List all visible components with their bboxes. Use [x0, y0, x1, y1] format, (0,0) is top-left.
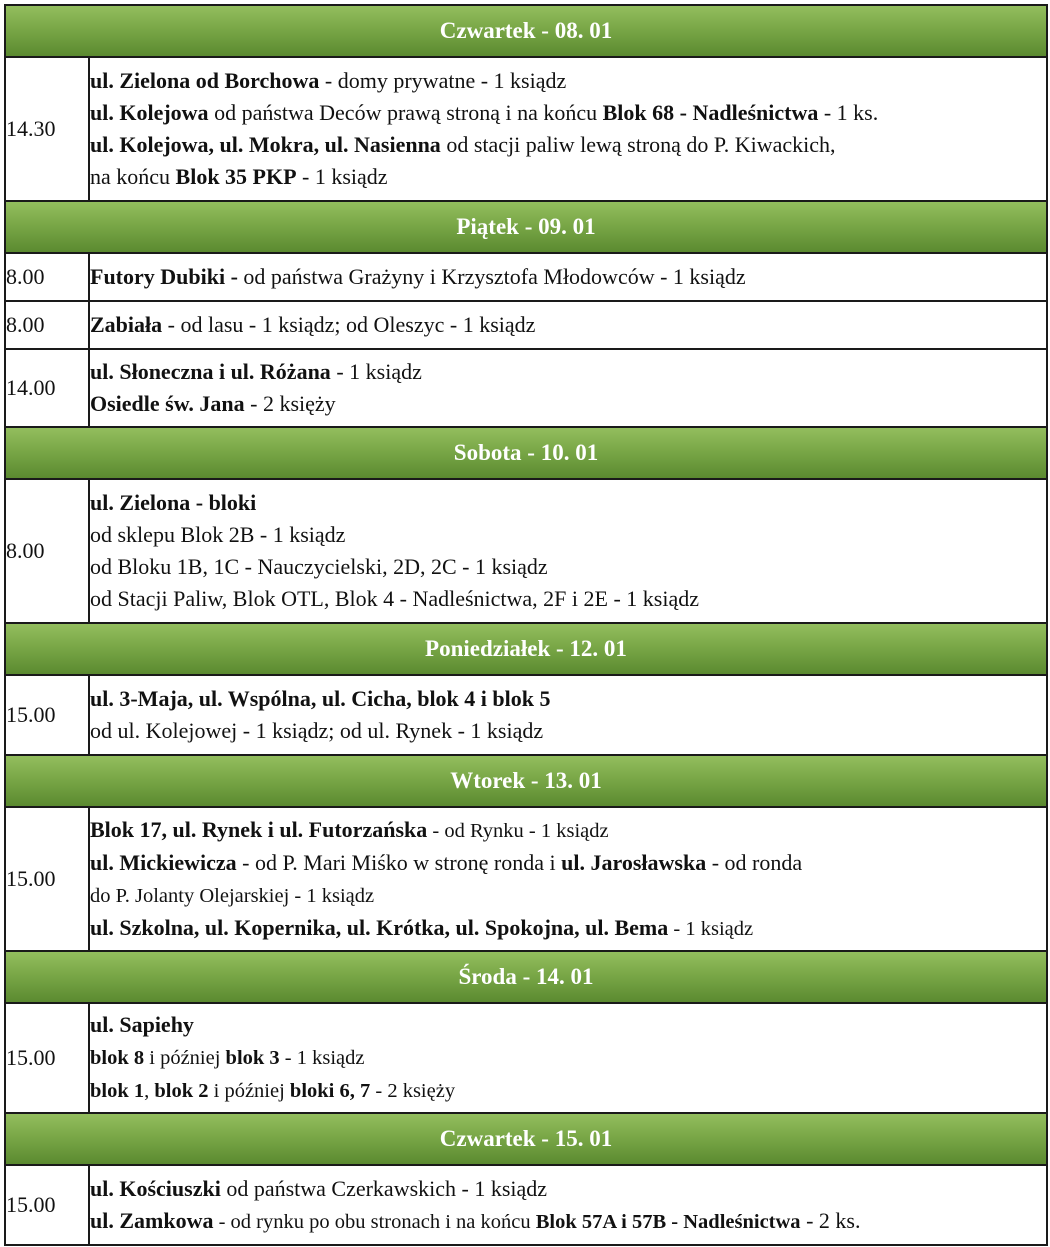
description-line: [90, 65, 1046, 97]
entry-description: [89, 57, 1047, 201]
description-text: - 2 księży: [370, 1080, 456, 1102]
location-name: ul. Jarosławska: [561, 849, 707, 875]
location-name: ul. Kościuszki: [90, 1175, 221, 1201]
visit-schedule-table: [4, 4, 1048, 1246]
day-header: Poniedziałek - 12. 01: [5, 623, 1047, 675]
entry-time: 15.00: [5, 1003, 89, 1113]
description-line: [90, 309, 1046, 341]
description-text: - od rynku po obu stronach i na końcu: [213, 1210, 536, 1233]
description-text: - 1 ksiądz: [668, 917, 754, 940]
description-line: [90, 1009, 1046, 1041]
description-text: od sklepu Blok 2B - 1 ksiądz: [90, 522, 346, 547]
description-line: [90, 356, 1046, 388]
description-text: do P. Jolanty Olejarskiej - 1 ksiądz: [90, 884, 375, 907]
day-header-row: [5, 755, 1047, 807]
description-text: - domy prywatne - 1 ksiądz: [319, 68, 567, 93]
description-line: [90, 912, 1046, 945]
description-text: - 1 ksiądz: [279, 1047, 365, 1069]
location-name: Blok 17, ul. Rynek i ul. Futorzańska: [90, 816, 428, 842]
location-name: Blok 35 PKP: [175, 164, 297, 189]
description-text: od stacji paliw lewą stroną do P. Kiwackich,: [440, 132, 836, 157]
location-name: Blok 57A i 57B - Nadleśnictwa: [535, 1210, 801, 1233]
description-line: [90, 388, 1046, 420]
description-line: [90, 1205, 1046, 1238]
schedule-entry-row: [5, 807, 1047, 951]
day-header-row: [5, 623, 1047, 675]
day-header: Sobota - 10. 01: [5, 427, 1047, 479]
schedule-entry-row: [5, 57, 1047, 201]
location-name: ul. 3-Maja, ul. Wspólna, ul. Cicha, blok 4 i blok 5: [90, 686, 551, 711]
day-header: Czwartek - 08. 01: [5, 5, 1047, 57]
location-name: blok 2: [154, 1080, 209, 1102]
day-header: Piątek - 09. 01: [5, 201, 1047, 253]
location-name: ul. Zamkowa: [90, 1207, 214, 1233]
entry-time: 15.00: [5, 675, 89, 755]
entry-description: [89, 1165, 1047, 1245]
description-line: [90, 129, 1046, 161]
entry-description: [89, 675, 1047, 755]
entry-description: [89, 479, 1047, 623]
entry-time: 8.00: [5, 479, 89, 623]
day-header: Czwartek - 15. 01: [5, 1113, 1047, 1165]
location-name: Zabiała: [90, 312, 163, 337]
description-text: - 1 ks.: [818, 100, 879, 125]
day-header: Wtorek - 13. 01: [5, 755, 1047, 807]
location-name: Osiedle św. Jana: [90, 391, 245, 416]
description-text: - od ronda: [706, 849, 803, 875]
schedule-entry-row: [5, 675, 1047, 755]
schedule-entry-row: [5, 349, 1047, 427]
location-name: Futory Dubiki -: [90, 264, 238, 289]
entry-description: [89, 1003, 1047, 1113]
location-name: ul. Kolejowa, ul. Mokra, ul. Nasienna: [90, 132, 441, 157]
description-text: - od P. Mari Miśko w stronę ronda i: [236, 849, 562, 875]
location-name: ul. Zielona - bloki: [90, 490, 257, 515]
description-text: i później: [144, 1047, 226, 1069]
entry-time: 14.30: [5, 57, 89, 201]
location-name: blok 1: [90, 1080, 145, 1102]
day-header-row: [5, 5, 1047, 57]
entry-time: 8.00: [5, 253, 89, 301]
description-text: - 1 ksiądz: [330, 359, 422, 384]
location-name: ul. Sapiehy: [90, 1012, 194, 1037]
schedule-body: [5, 5, 1047, 1245]
entry-description: [89, 349, 1047, 427]
entry-time: 15.00: [5, 807, 89, 951]
description-text: od Stacji Paliw, Blok OTL, Blok 4 - Nadleśnictwa, 2F i 2E - 1 ksiądz: [90, 586, 699, 611]
location-name: ul. Zielona od Borchowa: [90, 68, 320, 93]
day-header: Środa - 14. 01: [5, 951, 1047, 1003]
entry-description: [89, 807, 1047, 951]
day-header-row: [5, 951, 1047, 1003]
description-line: [90, 683, 1046, 715]
entry-time: 15.00: [5, 1165, 89, 1245]
description-text: - od lasu - 1 ksiądz; od Oleszyc - 1 ksiądz: [162, 312, 536, 337]
description-line: [90, 1173, 1046, 1205]
description-line: [90, 261, 1046, 293]
description-line: [90, 879, 1046, 912]
description-line: [90, 551, 1046, 583]
location-name: blok 8: [90, 1047, 145, 1069]
description-text: - 2 ks.: [800, 1207, 861, 1233]
location-name: ul. Szkolna, ul. Kopernika, ul. Krótka, ul. Spokojna, ul. Bema: [90, 914, 669, 940]
description-text: - 2 księży: [244, 391, 336, 416]
schedule-entry-row: [5, 253, 1047, 301]
entry-time: 8.00: [5, 301, 89, 349]
day-header-row: [5, 1113, 1047, 1165]
description-line: [90, 847, 1046, 879]
description-text: od Bloku 1B, 1C - Nauczycielski, 2D, 2C - 1 ksiądz: [90, 554, 548, 579]
location-name: ul. Kolejowa: [90, 100, 209, 125]
location-name: Blok 68 - Nadleśnictwa: [602, 100, 819, 125]
location-name: ul. Słoneczna i ul. Różana: [90, 359, 331, 384]
description-line: [90, 1041, 1046, 1074]
description-line: [90, 519, 1046, 551]
location-name: bloki 6, 7: [289, 1080, 371, 1102]
schedule-entry-row: [5, 301, 1047, 349]
description-line: [90, 1074, 1046, 1107]
description-text: od ul. Kolejowej - 1 ksiądz; od ul. Rynek - 1 ksiądz: [90, 718, 544, 743]
description-text: od państwa Grażyny i Krzysztofa Młodowców - 1 ksiądz: [237, 264, 746, 289]
description-text: od państwa Czerkawskich - 1 ksiądz: [220, 1175, 548, 1201]
description-line: [90, 487, 1046, 519]
description-text: - 1 ksiądz: [296, 164, 388, 189]
schedule-entry-row: [5, 479, 1047, 623]
description-line: [90, 97, 1046, 129]
description-line: [90, 583, 1046, 615]
description-text: ,: [144, 1080, 155, 1102]
description-text: od państwa Deców prawą stroną i na końcu: [208, 100, 603, 125]
schedule-entry-row: [5, 1165, 1047, 1245]
entry-description: [89, 301, 1047, 349]
entry-time: 14.00: [5, 349, 89, 427]
entry-description: [89, 253, 1047, 301]
description-text: i później: [208, 1080, 290, 1102]
location-name: ul. Mickiewicza: [90, 849, 237, 875]
description-text: na końcu: [90, 164, 176, 189]
description-line: [90, 814, 1046, 847]
day-header-row: [5, 201, 1047, 253]
description-text: - od Rynku - 1 ksiądz: [427, 819, 609, 842]
location-name: blok 3: [225, 1047, 280, 1069]
description-line: [90, 715, 1046, 747]
day-header-row: [5, 427, 1047, 479]
description-line: [90, 161, 1046, 193]
schedule-entry-row: [5, 1003, 1047, 1113]
